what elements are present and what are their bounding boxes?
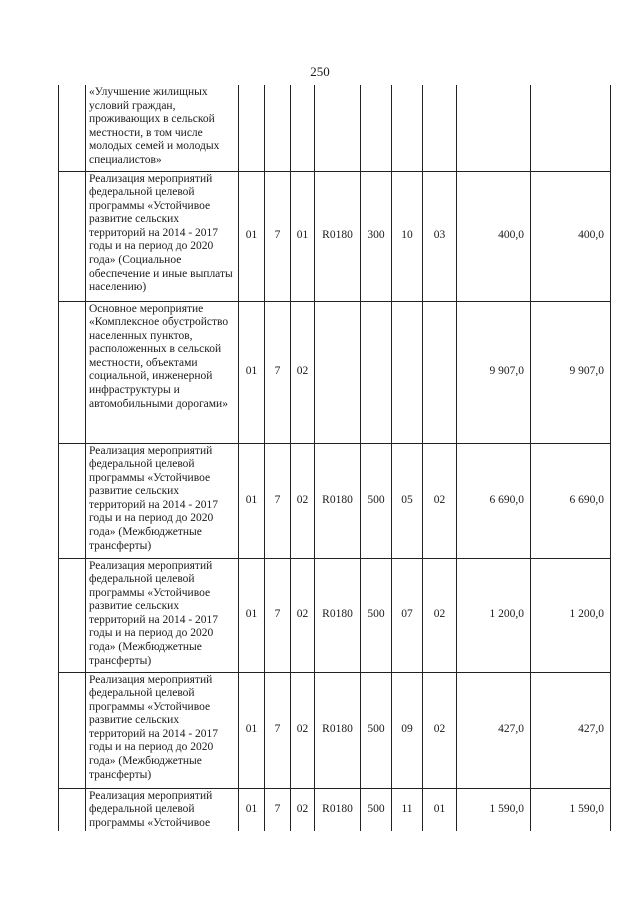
target-article-cell: R0180 (315, 788, 361, 831)
code-cell: 01 (239, 672, 265, 788)
row-margin-cell (59, 443, 86, 558)
amount-cell: 1 590,0 (531, 788, 611, 831)
section-cell (392, 85, 423, 171)
expense-type-cell: 500 (361, 788, 392, 831)
expense-type-cell: 500 (361, 443, 392, 558)
code-cell: 01 (239, 171, 265, 301)
target-article-cell: R0180 (315, 558, 361, 672)
subsection-cell: 01 (423, 788, 457, 831)
row-name: Основное мероприятие «Комплексное обустройство населенных пунктов, расположенных в сельской местности, объектами социальной, инженерной инфраструктуры и автомобильными дорогами» (86, 301, 239, 443)
code-cell: 01 (239, 558, 265, 672)
amount-cell: 427,0 (531, 672, 611, 788)
target-article-cell: R0180 (315, 443, 361, 558)
code-cell: 7 (265, 171, 291, 301)
code-cell (291, 85, 315, 171)
amount-cell: 6 690,0 (531, 443, 611, 558)
table-row (59, 672, 611, 788)
amount-cell: 1 200,0 (457, 558, 531, 672)
amount-cell: 1 200,0 (531, 558, 611, 672)
section-cell: 07 (392, 558, 423, 672)
budget-table (58, 85, 611, 831)
code-cell: 01 (291, 171, 315, 301)
amount-cell: 1 590,0 (457, 788, 531, 831)
expense-type-cell (361, 301, 392, 443)
target-article-cell: R0180 (315, 672, 361, 788)
code-cell: 7 (265, 672, 291, 788)
row-name: Реализация мероприятий федеральной целевой программы «Устойчивое развитие сельских территорий на 2014 - 2017 годы и на период до 2020 года» (Межбюджетные трансферты) (86, 443, 239, 558)
subsection-cell (423, 85, 457, 171)
amount-cell: 400,0 (531, 171, 611, 301)
subsection-cell: 03 (423, 171, 457, 301)
row-margin-cell (59, 301, 86, 443)
table-row (59, 85, 611, 171)
target-article-cell (315, 85, 361, 171)
row-name: Реализация мероприятий федеральной целевой программы «Устойчивое развитие сельских территорий на 2014 - 2017 годы и на период до 2020 года» (Межбюджетные трансферты) (86, 672, 239, 788)
row-name: Реализация мероприятий федеральной целевой программы «Устойчивое развитие сельских территорий на 2014 - 2017 годы и на период до 2020 года» (Межбюджетные трансферты) (86, 558, 239, 672)
row-name: Реализация мероприятий федеральной целевой программы «Устойчивое (86, 788, 239, 831)
row-margin-cell (59, 788, 86, 831)
subsection-cell: 02 (423, 672, 457, 788)
expense-type-cell: 300 (361, 171, 392, 301)
amount-cell (531, 85, 611, 171)
target-article-cell: R0180 (315, 171, 361, 301)
amount-cell: 427,0 (457, 672, 531, 788)
code-cell: 02 (291, 301, 315, 443)
code-cell: 01 (239, 443, 265, 558)
row-name: «Улучшение жилищных условий граждан, проживающих в сельской местности, в том числе молодых семей и молодых специалистов» (86, 85, 239, 171)
row-margin-cell (59, 171, 86, 301)
code-cell: 7 (265, 558, 291, 672)
section-cell: 09 (392, 672, 423, 788)
table-row (59, 171, 611, 301)
code-cell (265, 85, 291, 171)
target-article-cell (315, 301, 361, 443)
row-name: Реализация мероприятий федеральной целевой программы «Устойчивое развитие сельских территорий на 2014 - 2017 годы и на период до 2020 года» (Социальное обеспечение и иные выплаты населению) (86, 171, 239, 301)
code-cell: 02 (291, 788, 315, 831)
section-cell: 10 (392, 171, 423, 301)
code-cell: 02 (291, 558, 315, 672)
expense-type-cell: 500 (361, 558, 392, 672)
section-cell: 11 (392, 788, 423, 831)
table-row (59, 558, 611, 672)
amount-cell: 400,0 (457, 171, 531, 301)
amount-cell: 6 690,0 (457, 443, 531, 558)
table-row (59, 443, 611, 558)
subsection-cell (423, 301, 457, 443)
code-cell: 01 (239, 788, 265, 831)
expense-type-cell (361, 85, 392, 171)
code-cell (239, 85, 265, 171)
code-cell: 7 (265, 301, 291, 443)
row-margin-cell (59, 85, 86, 171)
table-row (59, 788, 611, 831)
expense-type-cell: 500 (361, 672, 392, 788)
code-cell: 01 (239, 301, 265, 443)
amount-cell: 9 907,0 (457, 301, 531, 443)
row-margin-cell (59, 672, 86, 788)
amount-cell (457, 85, 531, 171)
page-number: 250 (310, 64, 330, 79)
code-cell: 02 (291, 443, 315, 558)
subsection-cell: 02 (423, 558, 457, 672)
subsection-cell: 02 (423, 443, 457, 558)
code-cell: 7 (265, 443, 291, 558)
section-cell: 05 (392, 443, 423, 558)
code-cell: 02 (291, 672, 315, 788)
section-cell (392, 301, 423, 443)
row-margin-cell (59, 558, 86, 672)
table-row (59, 301, 611, 443)
code-cell: 7 (265, 788, 291, 831)
amount-cell: 9 907,0 (531, 301, 611, 443)
